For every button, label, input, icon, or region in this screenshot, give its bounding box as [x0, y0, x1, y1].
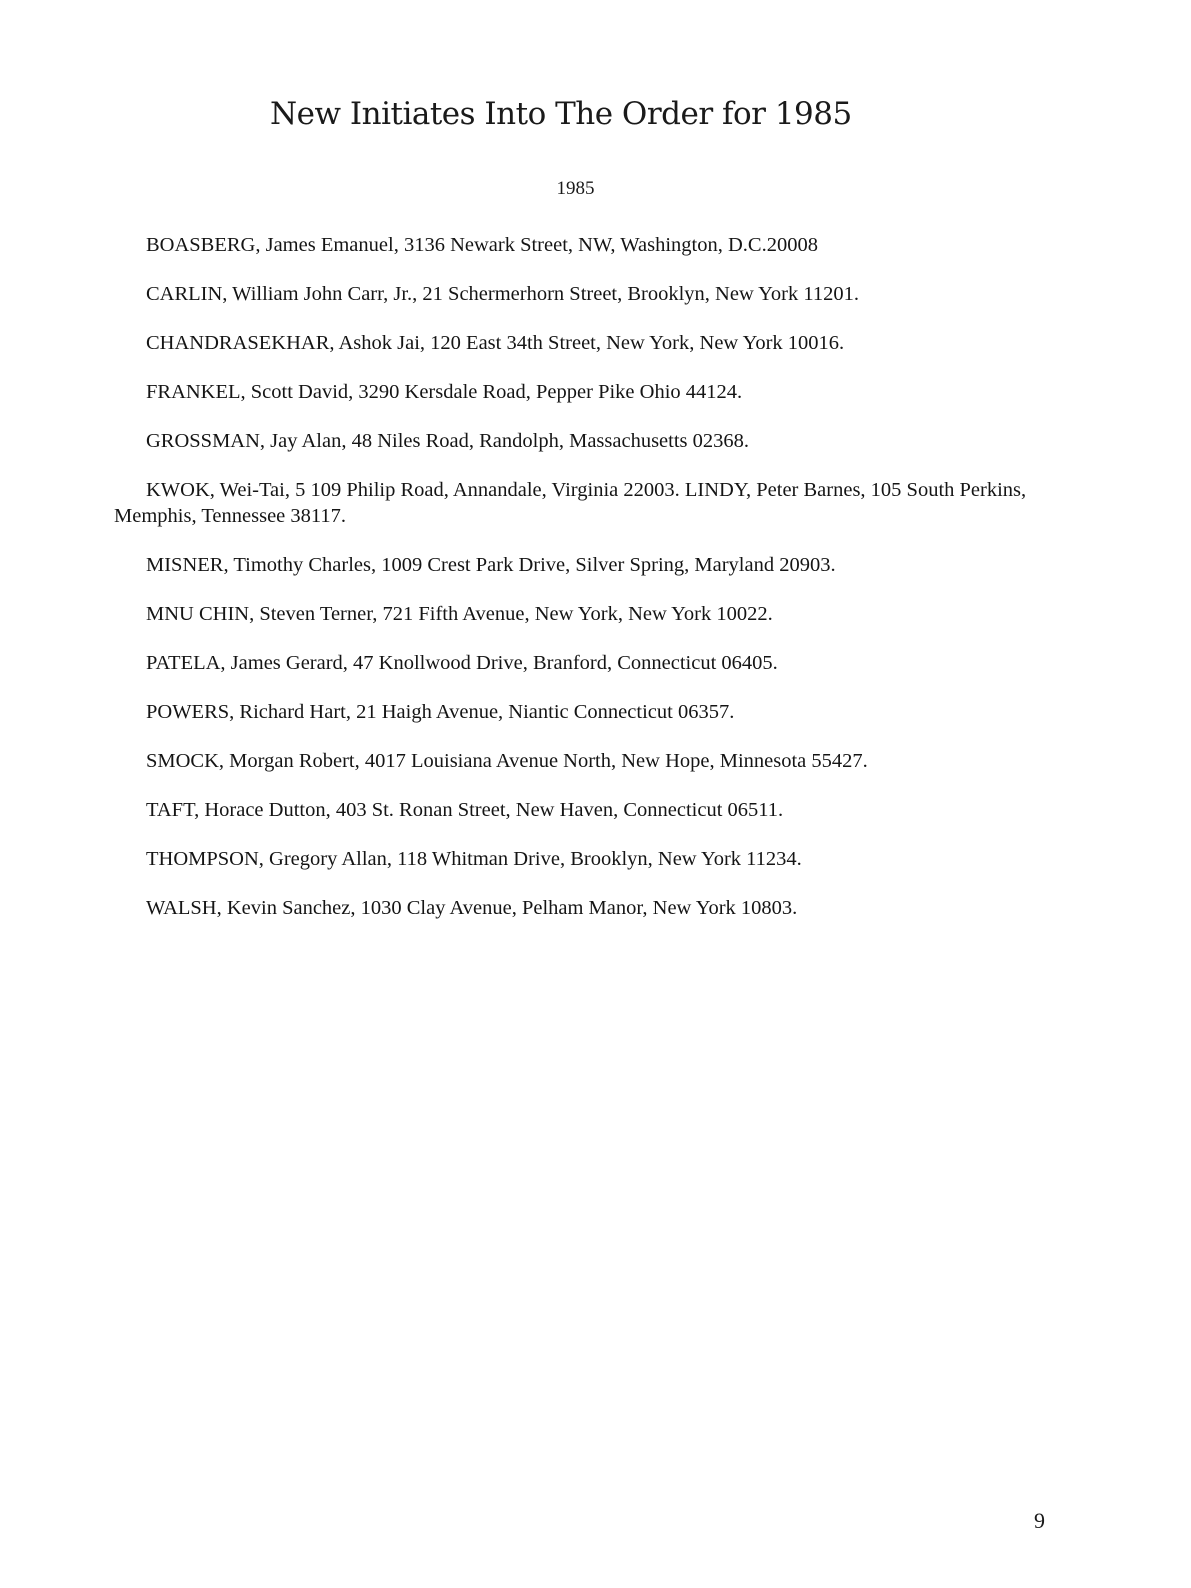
list-item: FRANKEL, Scott David, 3290 Kersdale Road, Pepper Pike Ohio 44124. [146, 381, 743, 403]
list-item: SMOCK, Morgan Robert, 4017 Louisiana Avenue North, New Hope, Minnesota 55427. [146, 750, 868, 772]
list-item: CARLIN, William John Carr, Jr., 21 Schermerhorn Street, Brooklyn, New York 11201. [146, 283, 859, 305]
list-item: TAFT, Horace Dutton, 403 St. Ronan Street, New Haven, Connecticut 06511. [146, 799, 784, 821]
list-item: POWERS, Richard Hart, 21 Haigh Avenue, Niantic Connecticut 06357. [146, 701, 735, 723]
list-item: BOASBERG, James Emanuel, 3136 Newark Street, NW, Washington, D.C.20008 [146, 234, 818, 256]
page-number: 9 [1034, 1508, 1045, 1533]
list-item: PATELA, James Gerard, 47 Knollwood Drive, Branford, Connecticut 06405. [146, 652, 778, 674]
list-item: THOMPSON, Gregory Allan, 118 Whitman Drive, Brooklyn, New York 11234. [146, 848, 802, 870]
list-item: KWOK, Wei-Tai, 5 109 Philip Road, Annandale, Virginia 22003. LINDY, Peter Barnes, 105 South Perkins, Memphis, Tennessee 38117. [114, 479, 1027, 527]
list-item: GROSSMAN, Jay Alan, 48 Niles Road, Randolph, Massachusetts 02368. [146, 430, 750, 452]
initiates-list [114, 232, 1074, 944]
list-item: WALSH, Kevin Sanchez, 1030 Clay Avenue, Pelham Manor, New York 10803. [146, 897, 798, 919]
year-heading: 1985 [556, 178, 595, 199]
list-item: MNU CHIN, Steven Terner, 721 Fifth Avenue, New York, New York 10022. [146, 603, 773, 625]
page-title: New Initiates Into The Order for 1985 [270, 96, 852, 132]
list-item: CHANDRASEKHAR, Ashok Jai, 120 East 34th Street, New York, New York 10016. [146, 332, 845, 354]
list-item: MISNER, Timothy Charles, 1009 Crest Park Drive, Silver Spring, Maryland 20903. [146, 554, 836, 576]
